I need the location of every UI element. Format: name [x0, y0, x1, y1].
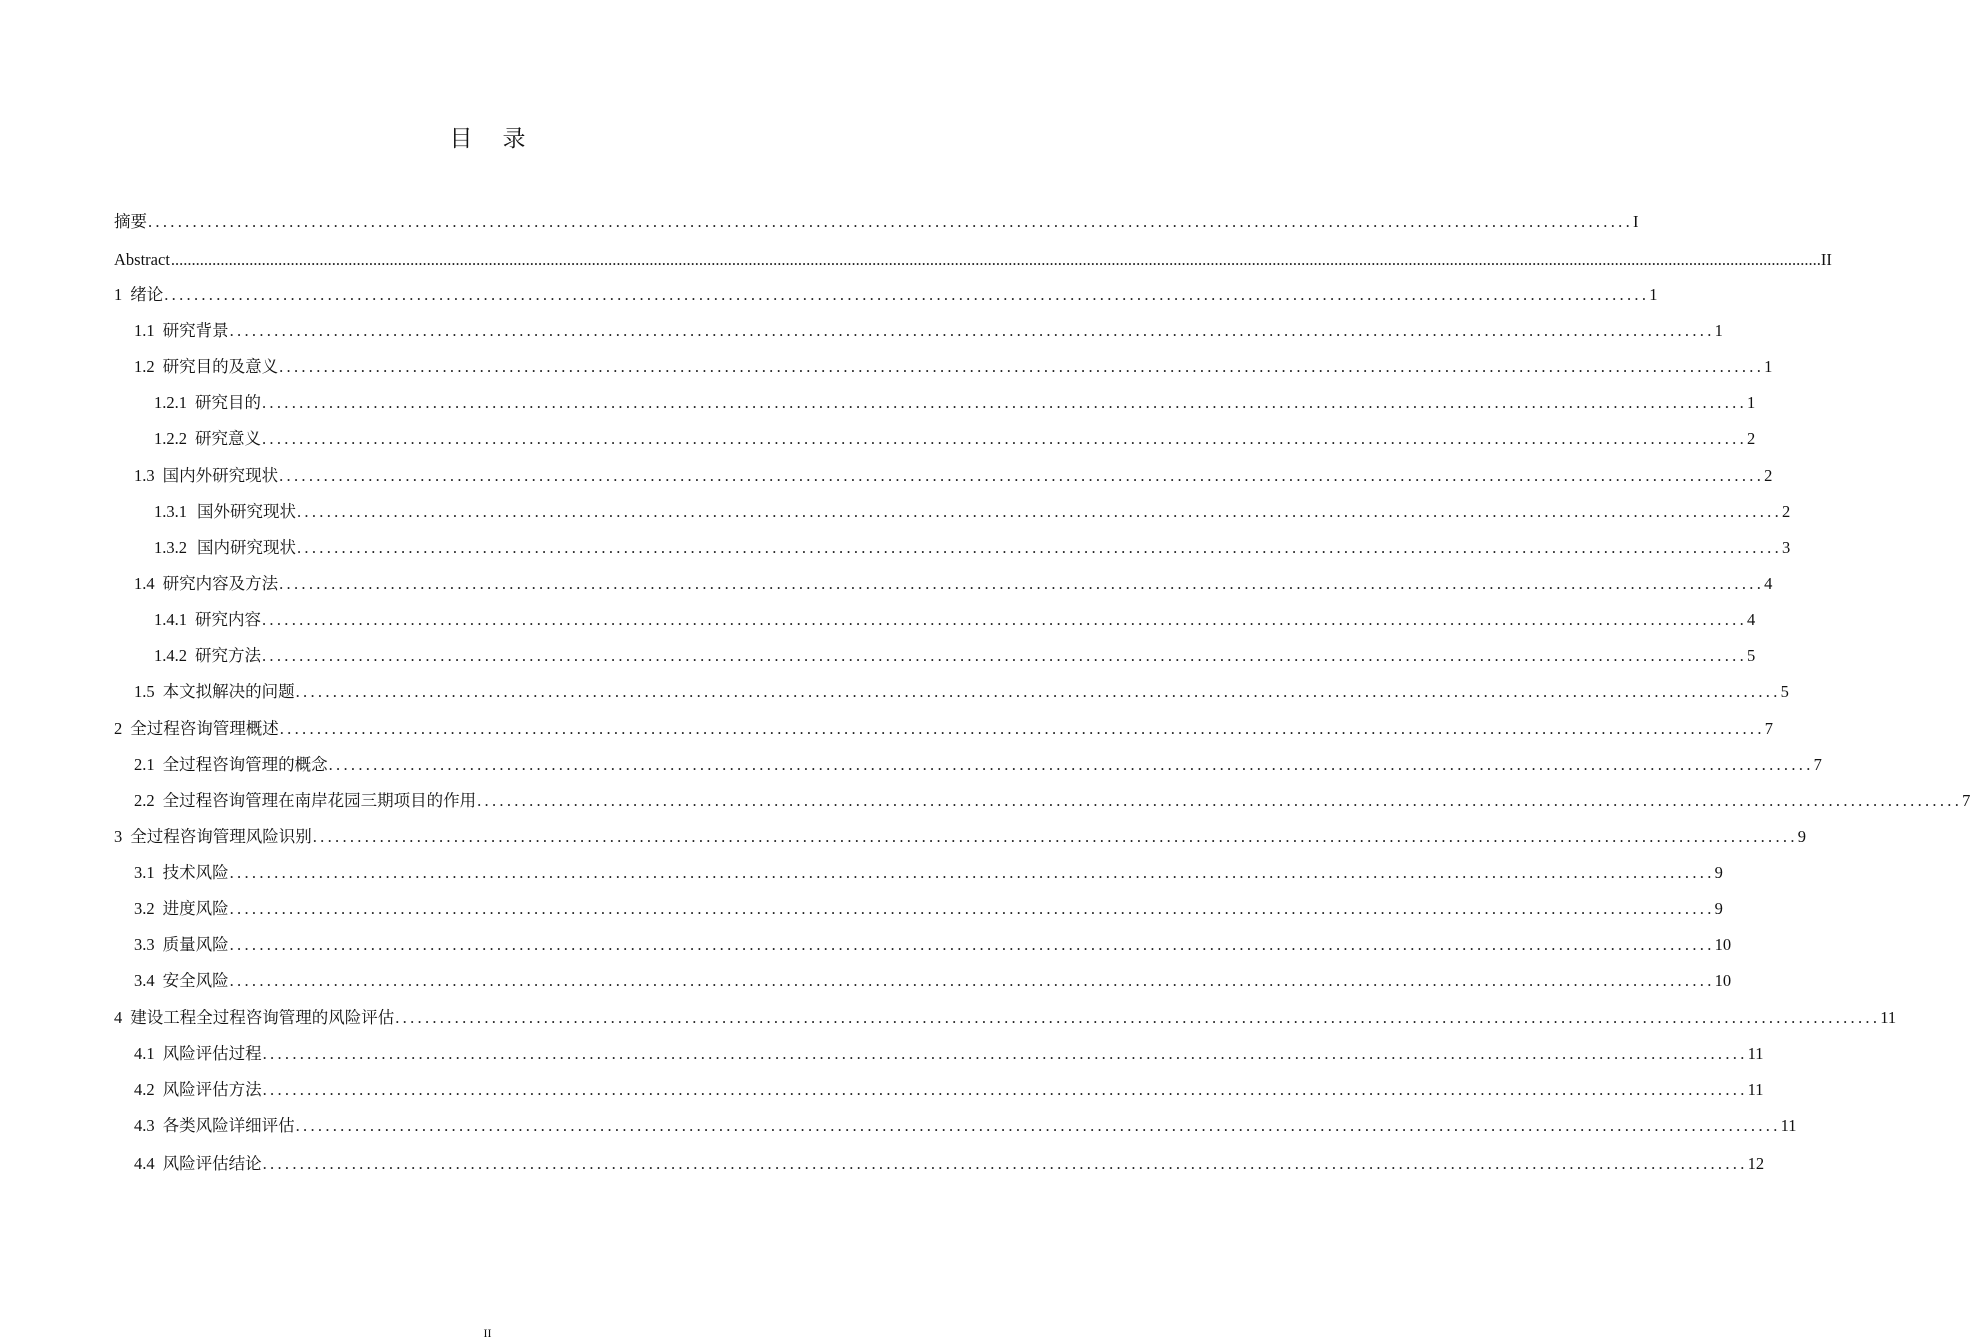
toc-entry-number: 1.4.2 — [154, 646, 187, 665]
toc-entry-number: 1.3.2 — [154, 538, 187, 557]
toc-entry-page-number: 9 — [1714, 863, 1723, 882]
toc-entry-label — [114, 825, 312, 849]
toc-entry-label — [134, 861, 229, 885]
toc-entry-number: 4.4 — [134, 1154, 155, 1173]
toc-entry[interactable] — [134, 1042, 1764, 1066]
toc-entry-page-number: 9 — [1714, 899, 1723, 918]
toc-entry-text: 研究内容 — [195, 610, 261, 629]
toc-entry[interactable] — [114, 210, 1639, 234]
toc-entry-text: 全过程咨询管理的概念 — [162, 755, 328, 774]
toc-entry-page-number: 7 — [1764, 719, 1773, 738]
toc-entry-number: 1.4 — [134, 574, 155, 593]
toc-entry-label — [134, 355, 278, 379]
toc-entry-page-number: 1 — [1649, 285, 1658, 304]
toc-entry-label — [134, 969, 229, 993]
toc-leader-dots: ........................................................................................................................................................................................................ — [297, 502, 1782, 521]
toc-entry-label — [134, 1114, 295, 1138]
toc-entry[interactable] — [134, 680, 1789, 704]
toc-entry-page-number: 1 — [1764, 357, 1773, 376]
toc-entry[interactable] — [154, 608, 1756, 632]
toc-leader-dots: ........................................................................................................................................................................................................ — [229, 935, 1715, 954]
toc-entry-page-number: 10 — [1714, 971, 1732, 990]
toc-entry-number: 4.2 — [134, 1080, 155, 1099]
toc-entry-text: 摘要 — [114, 212, 147, 231]
toc-entry[interactable] — [154, 500, 1791, 524]
toc-entry-page-number: 12 — [1747, 1154, 1765, 1173]
toc-entry-text: 风险评估结论 — [162, 1154, 262, 1173]
toc-entry-number: 4 — [114, 1008, 123, 1027]
toc-entry-page-number: 11 — [1780, 1116, 1797, 1135]
toc-entry-number: 2.2 — [134, 791, 155, 810]
toc-entry-label — [134, 680, 295, 704]
toc-entry-page-number: 2 — [1764, 466, 1773, 485]
toc-entry-number: 3.2 — [134, 899, 155, 918]
toc-entry-page-number: 11 — [1747, 1044, 1764, 1063]
toc-entry-label — [114, 248, 170, 272]
toc-leader-dots: ........................................................................................................................................................................................................ — [148, 212, 1633, 231]
toc-entry[interactable] — [154, 427, 1756, 451]
toc-leader-dots: ........................................................................................................................................................................................................ — [262, 393, 1747, 412]
toc-entry-text: 国外研究现状 — [197, 502, 296, 521]
toc-entry-text: 研究方法 — [195, 646, 261, 665]
toc-leader-dots: ........................................................................................................................................................................................................ — [395, 1008, 1881, 1027]
toc-entry-page-number: 5 — [1780, 682, 1789, 701]
toc-entry[interactable] — [134, 969, 1732, 993]
toc-entry[interactable] — [134, 897, 1723, 921]
toc-entry-label — [154, 500, 296, 524]
toc-entry[interactable] — [114, 248, 1832, 272]
toc-entry-text: 研究目的及意义 — [162, 357, 279, 376]
toc-entry-number: 1.3 — [134, 466, 155, 485]
toc-entry-label — [114, 210, 147, 234]
toc-entry-label — [134, 933, 229, 957]
toc-leader-dots: ........................................................................................................................................................................................................ — [262, 1044, 1748, 1063]
toc-leader-dots: ........................................................................................................................................................................................................ — [262, 1154, 1748, 1173]
toc-entry-text: 风险评估方法 — [162, 1080, 262, 1099]
toc-entry[interactable] — [114, 825, 1806, 849]
toc-entry-label — [134, 319, 229, 343]
toc-title-first-char: 目 — [449, 126, 473, 152]
toc-leader-dots: ........................................................................................................................................................................................................ — [262, 610, 1747, 629]
toc-leader-dots: ........................................................................................................................................................................................................ — [229, 971, 1715, 990]
toc-entry-page-number: 10 — [1714, 935, 1732, 954]
toc-entry-text: 质量风险 — [162, 935, 229, 954]
toc-entry-number: 1.2.1 — [154, 393, 187, 412]
toc-entry-text: 安全风险 — [162, 971, 229, 990]
toc-entry[interactable] — [114, 1006, 1897, 1030]
toc-entry-number: 2.1 — [134, 755, 155, 774]
toc-leader-dots: ........................................................................................................................................................................................................ — [229, 899, 1715, 918]
toc-entry-number: 1.5 — [134, 682, 155, 701]
toc-entry-page-number: 7 — [1813, 755, 1822, 774]
toc-entry-label — [154, 644, 261, 668]
toc-entry[interactable] — [134, 572, 1773, 596]
toc-entry-text: 全过程咨询管理在南岸花园三期项目的作用 — [162, 791, 477, 810]
toc-entry-label — [154, 608, 261, 632]
toc-entry-page-number: 1 — [1714, 321, 1723, 340]
toc-entry-page-number: 9 — [1797, 827, 1806, 846]
toc-leader-dots: ........................................................................................................................................................................................................ — [295, 1116, 1781, 1135]
toc-entry-label — [134, 789, 476, 813]
toc-entry[interactable] — [154, 644, 1756, 668]
toc-entry-number: 1.1 — [134, 321, 155, 340]
toc-leader-dots: ........................................................................................................................................................................................................ — [262, 429, 1747, 448]
toc-entry-page-number: 1 — [1747, 393, 1756, 412]
toc-entry-number: 2 — [114, 719, 123, 738]
toc-entry-label — [154, 391, 261, 415]
toc-entry-number: 1.3.1 — [154, 502, 187, 521]
toc-leader-dots: ........................................................................................................................................................................................................ — [262, 1080, 1748, 1099]
toc-entry[interactable] — [134, 1078, 1764, 1102]
toc-entry-label — [134, 572, 278, 596]
toc-entry-label — [154, 536, 296, 560]
toc-entry-text: 研究内容及方法 — [162, 574, 279, 593]
toc-entry-label — [114, 1006, 394, 1030]
toc-leader-dots: ........................................................................................................................................................................................................ — [477, 791, 1963, 810]
toc-title — [0, 120, 975, 153]
toc-entry-page-number: 11 — [1880, 1008, 1897, 1027]
toc-entry[interactable] — [134, 861, 1723, 885]
toc-entry[interactable] — [134, 1114, 1797, 1138]
toc-entry-page-number: II — [1820, 250, 1832, 269]
toc-entry-label — [134, 1152, 262, 1176]
toc-entry-text: 全过程咨询管理风险识别 — [130, 827, 312, 846]
toc-entry[interactable] — [134, 789, 1970, 813]
toc-entry-label — [134, 753, 328, 777]
toc-entry-page-number: 4 — [1747, 610, 1756, 629]
toc-entry-label — [134, 1042, 262, 1066]
toc-entry-number: 4.3 — [134, 1116, 155, 1135]
toc-entry-number: 1.2.2 — [154, 429, 187, 448]
toc-entry-page-number: 7 — [1962, 791, 1970, 810]
toc-entry-text: 技术风险 — [162, 863, 229, 882]
toc-entry-number: 4.1 — [134, 1044, 155, 1063]
toc-entry-label — [134, 1078, 262, 1102]
toc-entry-text: 全过程咨询管理概述 — [130, 719, 279, 738]
toc-entry-number: 1.2 — [134, 357, 155, 376]
toc-entry[interactable] — [134, 933, 1732, 957]
toc-leader-dots: ........................................................................................................................................................................................................ — [279, 466, 1765, 485]
toc-entry-text: 进度风险 — [162, 899, 229, 918]
toc-entry-number: 1.4.1 — [154, 610, 187, 629]
toc-entry[interactable] — [154, 391, 1756, 415]
toc-entry-page-number: 2 — [1782, 502, 1791, 521]
toc-leader-dots: ........................................................................................................................................................................................................ — [297, 538, 1782, 557]
toc-entry-text: 风险评估过程 — [162, 1044, 262, 1063]
toc-leader-dots: ........................................................................................................................................................................................................ — [312, 827, 1798, 846]
toc-entry-number: 3.4 — [134, 971, 155, 990]
toc-leader-dots: ................................................................................................................................................................................................................................................................................................................................................................................................................ — [170, 250, 1821, 269]
toc-leader-dots: ........................................................................................................................................................................................................ — [279, 357, 1765, 376]
toc-entry-label — [134, 464, 278, 488]
toc-entry-page-number: 2 — [1747, 429, 1756, 448]
toc-entry[interactable] — [134, 464, 1773, 488]
toc-entry-text: 绪论 — [130, 285, 164, 304]
toc-entry[interactable] — [134, 355, 1773, 379]
toc-leader-dots: ........................................................................................................................................................................................................ — [279, 719, 1765, 738]
toc-leader-dots: ........................................................................................................................................................................................................ — [295, 682, 1781, 701]
toc-entry[interactable] — [134, 319, 1723, 343]
toc-entry-text: 研究背景 — [162, 321, 229, 340]
toc-leader-dots: ........................................................................................................................................................................................................ — [229, 321, 1715, 340]
toc-leader-dots: ........................................................................................................................................................................................................ — [328, 755, 1814, 774]
toc-entry-number: 3.3 — [134, 935, 155, 954]
toc-entry-number: 3 — [114, 827, 123, 846]
toc-entry-text: 研究目的 — [195, 393, 261, 412]
toc-entry-label — [114, 283, 163, 307]
toc-leader-dots: ........................................................................................................................................................................................................ — [262, 646, 1747, 665]
toc-entry-text: 国内外研究现状 — [162, 466, 279, 485]
toc-entry-page-number: 11 — [1747, 1080, 1764, 1099]
toc-entry-text: 本文拟解决的问题 — [162, 682, 295, 701]
toc-title-second-char: 录 — [502, 126, 526, 152]
toc-entry-page-number: 4 — [1764, 574, 1773, 593]
toc-entry[interactable] — [134, 1152, 1765, 1176]
toc-entry-text: 各类风险详细评估 — [162, 1116, 295, 1135]
toc-entry[interactable] — [114, 717, 1773, 741]
toc-entry-label — [114, 717, 279, 741]
toc-entry-page-number: I — [1633, 212, 1639, 231]
toc-entry-label — [134, 897, 229, 921]
toc-leader-dots: ........................................................................................................................................................................................................ — [229, 863, 1715, 882]
toc-entry-text: 国内研究现状 — [197, 538, 296, 557]
toc-entry-text: 研究意义 — [195, 429, 261, 448]
toc-leader-dots: ........................................................................................................................................................................................................ — [279, 574, 1765, 593]
toc-entry[interactable] — [114, 283, 1658, 307]
toc-entry-text: 建设工程全过程咨询管理的风险评估 — [130, 1008, 395, 1027]
toc-entry[interactable] — [154, 536, 1791, 560]
toc-entry-number: 1 — [114, 285, 123, 304]
footer-page-number: II — [483, 1326, 492, 1340]
toc-entry-page-number: 5 — [1747, 646, 1756, 665]
toc-entry[interactable] — [134, 753, 1822, 777]
toc-entry-label — [154, 427, 261, 451]
toc-entry-page-number: 3 — [1782, 538, 1791, 557]
toc-entry-text: Abstract — [114, 250, 170, 269]
toc-entry-number: 3.1 — [134, 863, 155, 882]
toc-leader-dots: ........................................................................................................................................................................................................ — [164, 285, 1650, 304]
